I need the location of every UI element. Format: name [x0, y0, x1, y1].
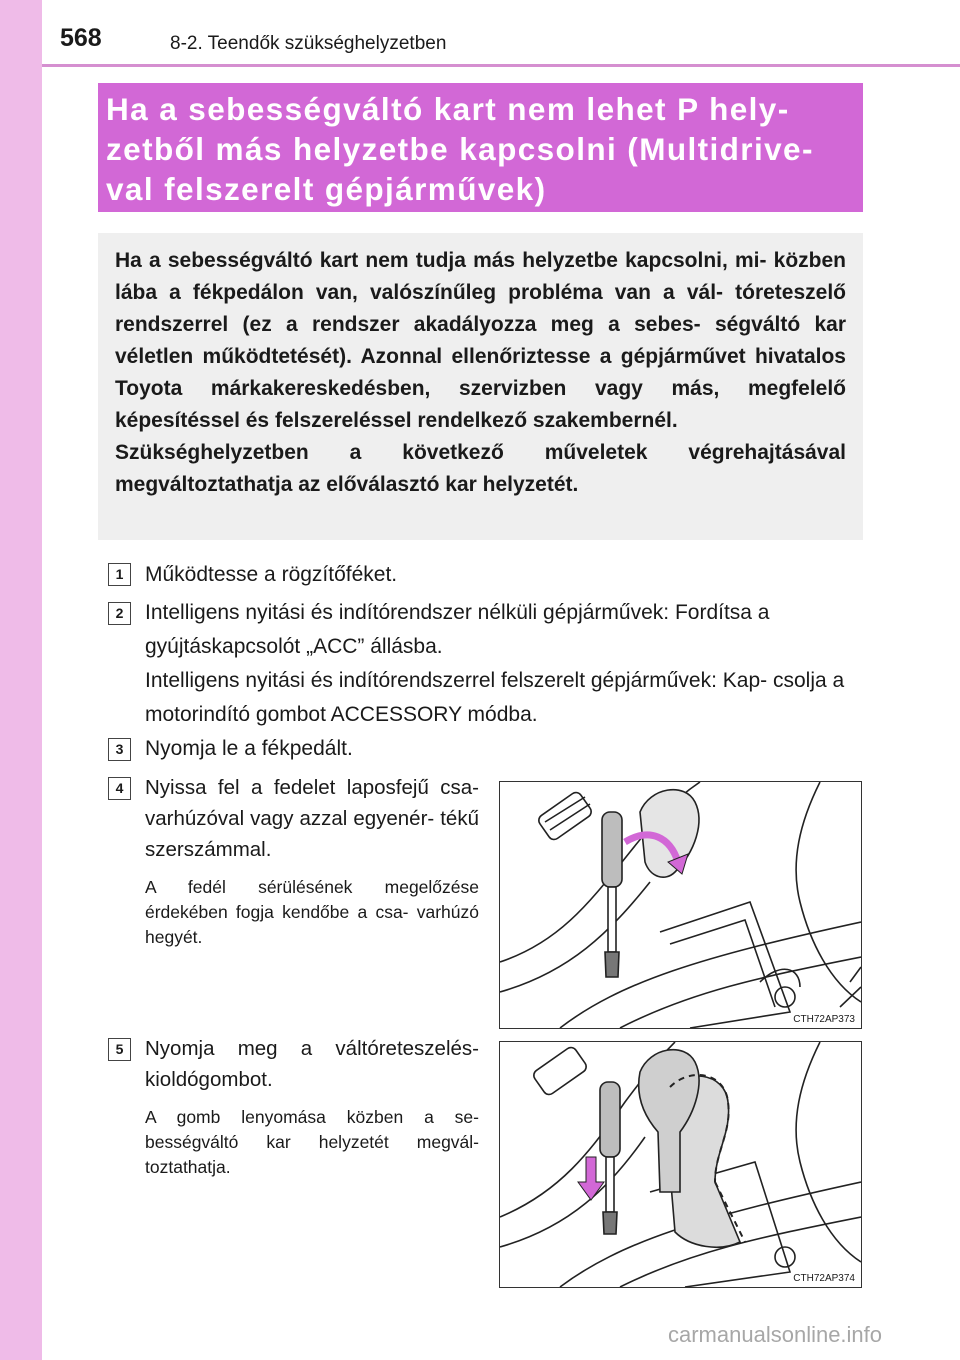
step-number-2: 2: [108, 602, 131, 625]
intro-paragraph-1: Ha a sebességváltó kart nem tudja más helyzetbe kapcsolni, mi- közben lába a fékpedálon van, valószínűleg probléma van a vál- tóreteszelő rendszerrel (ez a rendszer akadályozza meg a sebes- ségváltó kar véletlen működtetését). Azonnal ellenőriztesse a gépjárművet hivatalos Toyota márkakereskedésben, szervizben vagy más, megfelelő képesítéssel és felszereléssel rendelkező szakembernél.: [115, 249, 846, 432]
step-3-text: Nyomja le a fékpedált.: [145, 737, 353, 760]
page-number: 568: [60, 24, 102, 52]
step-1-text: Működtesse a rögzítőféket.: [145, 563, 398, 586]
shift-release-illustration: [500, 1042, 861, 1287]
step-number-1: 1: [108, 563, 131, 586]
watermark: carmanualsonline.info: [668, 1322, 883, 1347]
intro-box: [98, 233, 863, 540]
step-5-text: Nyomja meg a váltóreteszelés- kioldógombot.: [145, 1037, 479, 1091]
step-number-4: 4: [108, 777, 131, 800]
header-divider: [42, 64, 960, 67]
step-4-text: Nyissa fel a fedelet laposfejű csa- varhúzóval vagy azzal egyenér- tékű szerszámmal.: [145, 776, 479, 861]
step-number-5: 5: [108, 1038, 131, 1061]
figure-code-2: CTH72AP374: [793, 1273, 855, 1284]
section-title: 8-2. Teendők szükséghelyzetben: [170, 33, 447, 54]
figure-release-button: [499, 1041, 862, 1288]
title-line-3: val felszerelt gépjárművek): [106, 171, 547, 207]
shift-cover-illustration: [500, 782, 861, 1028]
step-2-text-alt: Intelligens nyitási és indítórendszerrel felszerelt gépjárművek: Kap- csolja a motorindító gombot ACCESSORY módba.: [145, 669, 845, 726]
intro-paragraph-2: Szükséghelyzetben a következő műveletek végrehajtásával megváltoztathatja az előválasztó kar helyzetét.: [115, 441, 846, 496]
step-number-3: 3: [108, 738, 131, 761]
step-5-note: A gomb lenyomása közben a se- bességváltó kar helyzetét megvál- toztathatja.: [145, 1107, 479, 1177]
title-line-2: zetből más helyzetbe kapcsolni (Multidrive-: [106, 131, 814, 167]
figure-code-1: CTH72AP373: [793, 1014, 855, 1025]
title-line-1: Ha a sebességváltó kart nem lehet P hely-: [106, 91, 790, 127]
step-4-note: A fedél sérülésének megelőzése érdekében fogja kendőbe a csa- varhúzó hegyét.: [145, 877, 479, 947]
page-title: [106, 89, 857, 209]
step-2-text: Intelligens nyitási és indítórendszer nélküli gépjárművek: Fordítsa a gyújtáskapcsolót „ACC” állásba.: [145, 601, 770, 658]
title-banner: [98, 83, 863, 212]
side-tab: [0, 0, 42, 1360]
figure-open-cover: [499, 781, 862, 1029]
